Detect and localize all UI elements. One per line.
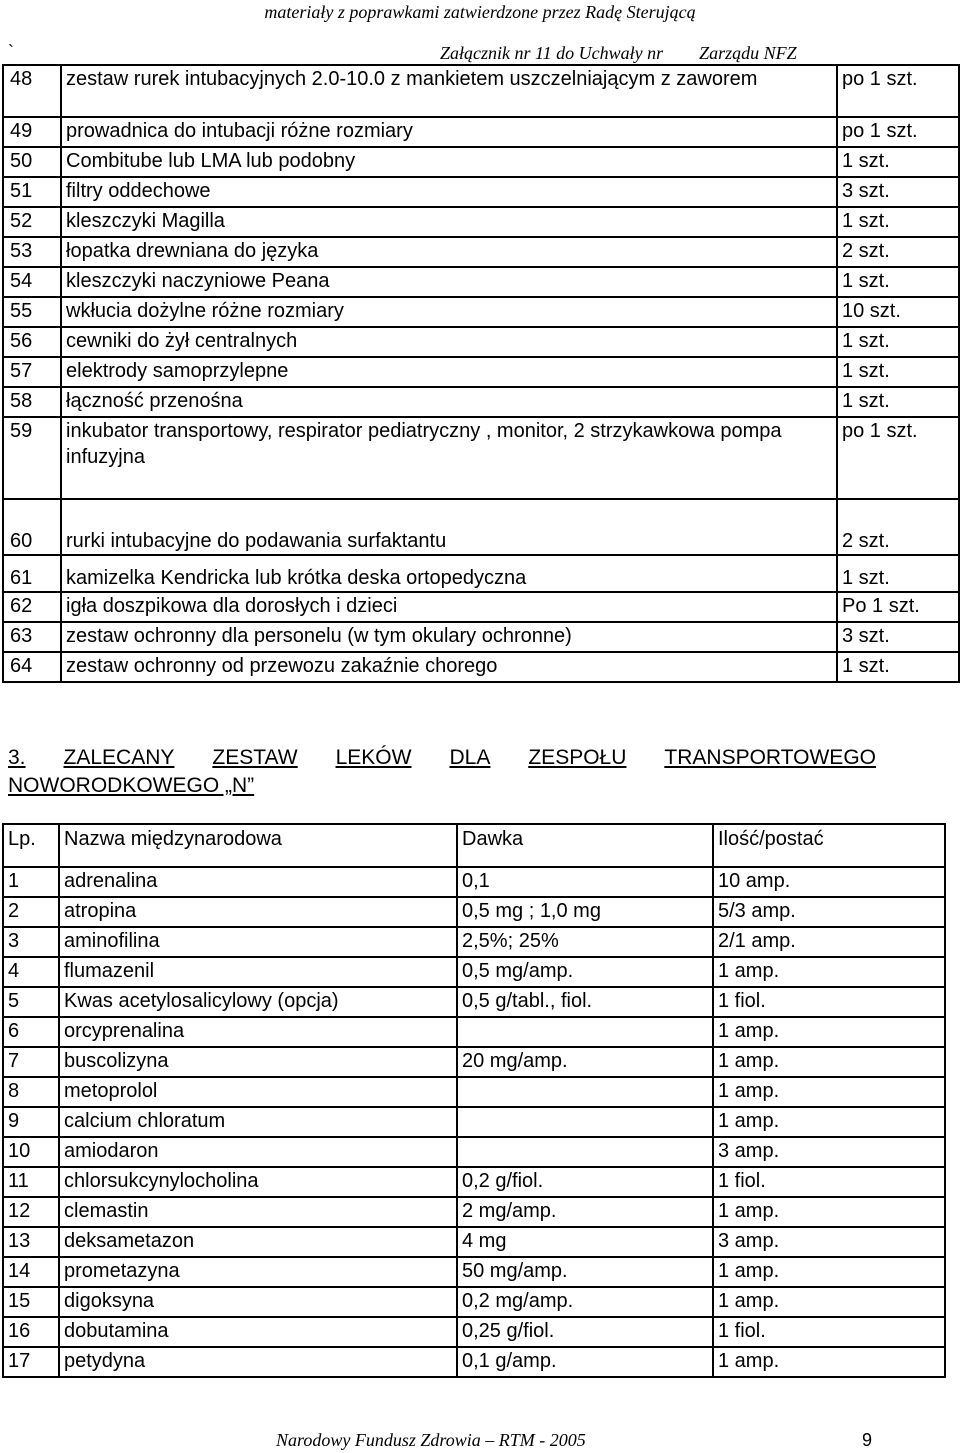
- drug-row: [3, 1017, 945, 1047]
- drug-name: flumazenil: [59, 957, 457, 987]
- equipment-qty: 1 szt.: [837, 207, 959, 237]
- drug-lp: 15: [3, 1287, 59, 1317]
- equipment-lp: 60: [3, 499, 61, 555]
- drug-quantity: 1 amp.: [713, 1287, 945, 1317]
- equipment-row: [3, 357, 959, 387]
- drug-row: [3, 1197, 945, 1227]
- drug-lp: 17: [3, 1347, 59, 1377]
- equipment-qty: Po 1 szt.: [837, 592, 959, 622]
- drug-name: clemastin: [59, 1197, 457, 1227]
- section-heading-word: DLA: [449, 746, 491, 769]
- drug-row: [3, 1227, 945, 1257]
- equipment-lp: 52: [3, 207, 61, 237]
- equipment-qty: 1 szt.: [837, 147, 959, 177]
- section-heading: [8, 744, 876, 800]
- section-heading-word: 3.: [8, 746, 26, 769]
- equipment-row: [3, 65, 959, 117]
- equipment-row: [3, 555, 959, 592]
- drug-dose: 0,2 mg/amp.: [457, 1287, 713, 1317]
- equipment-name: kleszczyki Magilla: [61, 207, 837, 237]
- equipment-qty: 2 szt.: [837, 499, 959, 555]
- drug-row: [3, 1317, 945, 1347]
- drug-name: prometazyna: [59, 1257, 457, 1287]
- drug-dose: 0,5 mg ; 1,0 mg: [457, 897, 713, 927]
- page-number: 9: [862, 1430, 873, 1450]
- equipment-lp: 54: [3, 267, 61, 297]
- equipment-qty: 1 szt.: [837, 555, 959, 592]
- drug-row: [3, 1077, 945, 1107]
- equipment-row: [3, 417, 959, 499]
- drug-lp: 8: [3, 1077, 59, 1107]
- drug-dose: 0,25 g/fiol.: [457, 1317, 713, 1347]
- equipment-name: inkubator transportowy, respirator pediatryczny , monitor, 2 strzykawkowa pompa infuzyjna: [61, 417, 837, 499]
- drug-name: aminofilina: [59, 927, 457, 957]
- equipment-name: igła doszpikowa dla dorosłych i dzieci: [61, 592, 837, 622]
- drug-lp: 10: [3, 1137, 59, 1167]
- equipment-name: prowadnica do intubacji różne rozmiary: [61, 117, 837, 147]
- drug-lp: 5: [3, 987, 59, 1017]
- drug-quantity: 1 amp.: [713, 1197, 945, 1227]
- drug-quantity: 1 amp.: [713, 1257, 945, 1287]
- drug-lp: 12: [3, 1197, 59, 1227]
- section-heading-word: ZALECANY: [63, 746, 175, 769]
- equipment-qty: 10 szt.: [837, 297, 959, 327]
- drug-quantity: 2/1 amp.: [713, 927, 945, 957]
- equipment-lp: 57: [3, 357, 61, 387]
- section-heading-line2: NOWORODKOWEGO „N”: [8, 774, 255, 797]
- drug-quantity: 1 amp.: [713, 957, 945, 987]
- drug-dose: 2 mg/amp.: [457, 1197, 713, 1227]
- drug-dose: 0,5 mg/amp.: [457, 957, 713, 987]
- drug-row: [3, 867, 945, 897]
- drug-row: [3, 1167, 945, 1197]
- drug-lp: 16: [3, 1317, 59, 1347]
- equipment-row: [3, 117, 959, 147]
- drug-lp: 14: [3, 1257, 59, 1287]
- equipment-lp: 55: [3, 297, 61, 327]
- equipment-lp: 58: [3, 387, 61, 417]
- drug-dose: [457, 1137, 713, 1167]
- drug-quantity: 1 fiol.: [713, 987, 945, 1017]
- drug-quantity: 1 amp.: [713, 1017, 945, 1047]
- drug-name: dobutamina: [59, 1317, 457, 1347]
- drug-name: buscolizyna: [59, 1047, 457, 1077]
- section-heading-word: ZESPOŁU: [528, 746, 627, 769]
- equipment-row: [3, 652, 959, 682]
- drug-name: atropina: [59, 897, 457, 927]
- drug-dose: 0,2 g/fiol.: [457, 1167, 713, 1197]
- drug-name: petydyna: [59, 1347, 457, 1377]
- equipment-name: łopatka drewniana do języka: [61, 237, 837, 267]
- equipment-qty: po 1 szt.: [837, 117, 959, 147]
- drug-row: [3, 1107, 945, 1137]
- drug-dose: 0,1: [457, 867, 713, 897]
- equipment-name: rurki intubacyjne do podawania surfaktantu: [61, 499, 837, 555]
- equipment-lp: 48: [3, 65, 61, 117]
- drug-name: adrenalina: [59, 867, 457, 897]
- drug-lp: 4: [3, 957, 59, 987]
- equipment-name: łączność przenośna: [61, 387, 837, 417]
- drug-dose: 20 mg/amp.: [457, 1047, 713, 1077]
- equipment-row: [3, 499, 959, 555]
- equipment-row: [3, 177, 959, 207]
- drug-lp: 3: [3, 927, 59, 957]
- equipment-name: elektrody samoprzylepne: [61, 357, 837, 387]
- drug-quantity: 3 amp.: [713, 1227, 945, 1257]
- equipment-lp: 56: [3, 327, 61, 357]
- drug-row: [3, 897, 945, 927]
- equipment-lp: 62: [3, 592, 61, 622]
- equipment-lp: 50: [3, 147, 61, 177]
- equipment-qty: 1 szt.: [837, 357, 959, 387]
- equipment-qty: 1 szt.: [837, 652, 959, 682]
- drug-name: digoksyna: [59, 1287, 457, 1317]
- drug-dose: 0,1 g/amp.: [457, 1347, 713, 1377]
- drug-name: calcium chloratum: [59, 1107, 457, 1137]
- drug-name: metoprolol: [59, 1077, 457, 1107]
- drug-table: [2, 823, 946, 1378]
- equipment-qty: po 1 szt.: [837, 65, 959, 117]
- equipment-qty: 2 szt.: [837, 237, 959, 267]
- drug-quantity: 1 amp.: [713, 1047, 945, 1077]
- drug-header-cell: Nazwa międzynarodowa: [59, 824, 457, 867]
- section-heading-word: LEKÓW: [335, 746, 412, 769]
- drug-quantity: 1 amp.: [713, 1077, 945, 1107]
- equipment-table: [2, 64, 960, 683]
- equipment-row: [3, 267, 959, 297]
- drug-name: amiodaron: [59, 1137, 457, 1167]
- drug-dose: [457, 1107, 713, 1137]
- equipment-lp: 61: [3, 555, 61, 592]
- drug-lp: 9: [3, 1107, 59, 1137]
- equipment-lp: 64: [3, 652, 61, 682]
- equipment-row: [3, 207, 959, 237]
- drug-quantity: 5/3 amp.: [713, 897, 945, 927]
- attachment-note: Załącznik nr 11 do Uchwały nr Zarządu NFZ: [440, 43, 797, 63]
- equipment-lp: 49: [3, 117, 61, 147]
- footer-text: Narodowy Fundusz Zdrowia – RTM - 2005: [276, 1430, 586, 1450]
- drug-name: chlorsukcynylocholina: [59, 1167, 457, 1197]
- equipment-name: kleszczyki naczyniowe Peana: [61, 267, 837, 297]
- equipment-qty: 3 szt.: [837, 622, 959, 652]
- drug-row: [3, 927, 945, 957]
- drug-row: [3, 957, 945, 987]
- equipment-name: filtry oddechowe: [61, 177, 837, 207]
- drug-row: [3, 1257, 945, 1287]
- drug-dose: 50 mg/amp.: [457, 1257, 713, 1287]
- section-heading-word: TRANSPORTOWEGO: [664, 746, 876, 769]
- equipment-name: wkłucia dożylne różne rozmiary: [61, 297, 837, 327]
- drug-header-cell: Dawka: [457, 824, 713, 867]
- equipment-name: Combitube lub LMA lub podobny: [61, 147, 837, 177]
- equipment-lp: 59: [3, 417, 61, 499]
- section-heading-word: ZESTAW: [212, 746, 298, 769]
- drug-quantity: 1 amp.: [713, 1107, 945, 1137]
- drug-lp: 1: [3, 867, 59, 897]
- drug-dose: 4 mg: [457, 1227, 713, 1257]
- drug-lp: 2: [3, 897, 59, 927]
- equipment-name: zestaw ochronny dla personelu (w tym okulary ochronne): [61, 622, 837, 652]
- drug-header-cell: Lp.: [3, 824, 59, 867]
- equipment-row: [3, 327, 959, 357]
- equipment-name: cewniki do żył centralnych: [61, 327, 837, 357]
- drug-dose: 0,5 g/tabl., fiol.: [457, 987, 713, 1017]
- drug-name: Kwas acetylosalicylowy (opcja): [59, 987, 457, 1017]
- drug-quantity: 1 fiol.: [713, 1167, 945, 1197]
- equipment-qty: 1 szt.: [837, 387, 959, 417]
- equipment-row: [3, 147, 959, 177]
- drug-quantity: 1 amp.: [713, 1347, 945, 1377]
- drug-name: deksametazon: [59, 1227, 457, 1257]
- drug-table-header: [3, 824, 945, 867]
- equipment-qty: po 1 szt.: [837, 417, 959, 499]
- drug-row: [3, 1347, 945, 1377]
- equipment-name: zestaw rurek intubacyjnych 2.0-10.0 z mankietem uszczelniającym z zaworem: [61, 65, 837, 117]
- drug-lp: 6: [3, 1017, 59, 1047]
- drug-row: [3, 1137, 945, 1167]
- equipment-name: zestaw ochronny od przewozu zakaźnie chorego: [61, 652, 837, 682]
- drug-row: [3, 1047, 945, 1077]
- drug-quantity: 10 amp.: [713, 867, 945, 897]
- drug-quantity: 3 amp.: [713, 1137, 945, 1167]
- header-status-line: materiały z poprawkami zatwierdzone przez Radę Sterującą: [264, 2, 696, 22]
- equipment-row: [3, 237, 959, 267]
- equipment-row: [3, 297, 959, 327]
- drug-row: [3, 1287, 945, 1317]
- drug-row: [3, 987, 945, 1017]
- drug-lp: 13: [3, 1227, 59, 1257]
- stray-mark: `: [8, 42, 14, 62]
- equipment-name: kamizelka Kendricka lub krótka deska ortopedyczna: [61, 555, 837, 592]
- drug-header-cell: Ilość/postać: [713, 824, 945, 867]
- equipment-lp: 53: [3, 237, 61, 267]
- drug-lp: 11: [3, 1167, 59, 1197]
- drug-name: orcyprenalina: [59, 1017, 457, 1047]
- drug-dose: [457, 1017, 713, 1047]
- equipment-row: [3, 592, 959, 622]
- drug-dose: 2,5%; 25%: [457, 927, 713, 957]
- drug-dose: [457, 1077, 713, 1107]
- equipment-qty: 3 szt.: [837, 177, 959, 207]
- drug-quantity: 1 fiol.: [713, 1317, 945, 1347]
- section-heading-line1: [8, 744, 876, 772]
- equipment-row: [3, 622, 959, 652]
- equipment-qty: 1 szt.: [837, 327, 959, 357]
- equipment-qty: 1 szt.: [837, 267, 959, 297]
- drug-lp: 7: [3, 1047, 59, 1077]
- equipment-lp: 51: [3, 177, 61, 207]
- equipment-lp: 63: [3, 622, 61, 652]
- equipment-row: [3, 387, 959, 417]
